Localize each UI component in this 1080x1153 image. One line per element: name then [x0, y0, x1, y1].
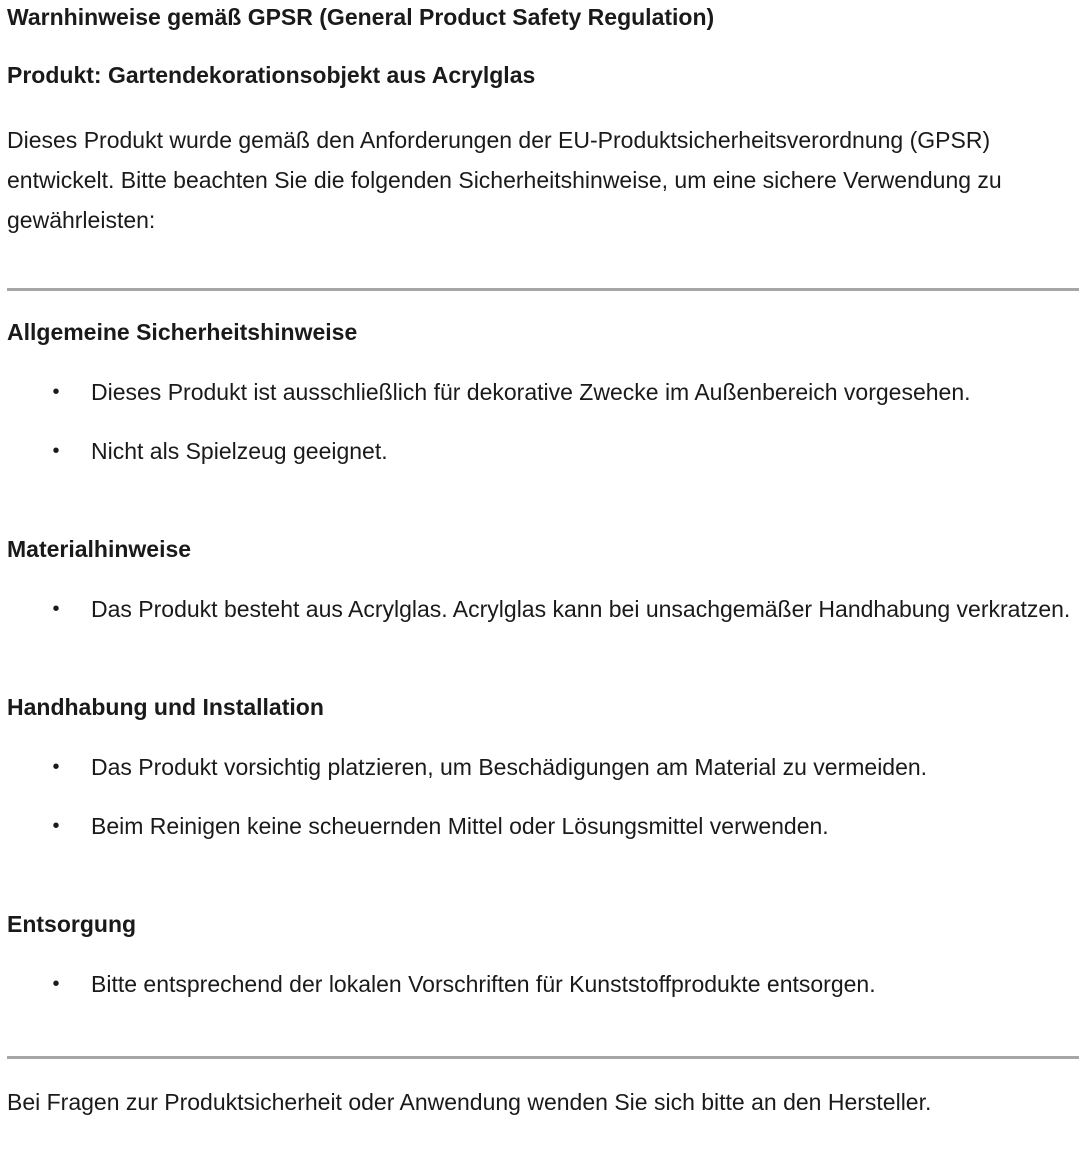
list-item: [7, 589, 1075, 629]
list-item-text: Dieses Produkt ist ausschließlich für dekorative Zwecke im Außenbereich vorgesehen.: [91, 379, 971, 405]
intro-paragraph: Dieses Produkt wurde gemäß den Anforderungen der EU-Produktsicherheitsverordnung (GPSR) entwickelt. Bitte beachten Sie die folgenden Sicherheitshinweise, um eine sichere Verwendung zu gewährleisten:: [7, 127, 1002, 233]
list-item-text: Das Produkt besteht aus Acrylglas. Acrylglas kann bei unsachgemäßer Handhabung verkratzen.: [91, 596, 1071, 622]
list-item-text: Beim Reinigen keine scheuernden Mittel oder Lösungsmittel verwenden.: [91, 813, 829, 839]
list-item: [7, 431, 1075, 471]
document-title: Warnhinweise gemäß GPSR (General Product Safety Regulation): [7, 4, 715, 30]
list-item: [7, 806, 1075, 846]
section-heading-disposal: Entsorgung: [7, 911, 137, 937]
bullet-icon: •: [52, 598, 60, 620]
list-item-text: Bitte entsprechend der lokalen Vorschriften für Kunststoffprodukte entsorgen.: [91, 971, 876, 997]
list-general: [7, 372, 1075, 471]
list-material: [7, 589, 1075, 629]
list-item: [7, 964, 1075, 1004]
document: [7, 0, 1075, 1115]
list-item-text: Das Produkt vorsichtig platzieren, um Beschädigungen am Material zu vermeiden.: [91, 754, 928, 780]
section-heading-handling: Handhabung und Installation: [7, 694, 324, 720]
bullet-icon: •: [52, 440, 60, 462]
list-item: [7, 747, 1075, 787]
list-disposal: [7, 964, 1075, 1004]
bullet-icon: •: [52, 815, 60, 837]
list-item: [7, 372, 1075, 412]
section-heading-material: Materialhinweise: [7, 536, 192, 562]
bullet-icon: •: [52, 756, 60, 778]
divider-bottom: [7, 1056, 1079, 1059]
list-item-text: Nicht als Spielzeug geeignet.: [91, 438, 388, 464]
product-line: Produkt: Gartendekorationsobjekt aus Acrylglas: [7, 62, 536, 88]
section-heading-general: Allgemeine Sicherheitshinweise: [7, 319, 358, 345]
divider-top: [7, 288, 1079, 291]
footer-note: Bei Fragen zur Produktsicherheit oder Anwendung wenden Sie sich bitte an den Hersteller.: [7, 1089, 932, 1115]
bullet-icon: •: [52, 973, 60, 995]
bullet-icon: •: [52, 381, 60, 403]
list-handling: [7, 747, 1075, 846]
